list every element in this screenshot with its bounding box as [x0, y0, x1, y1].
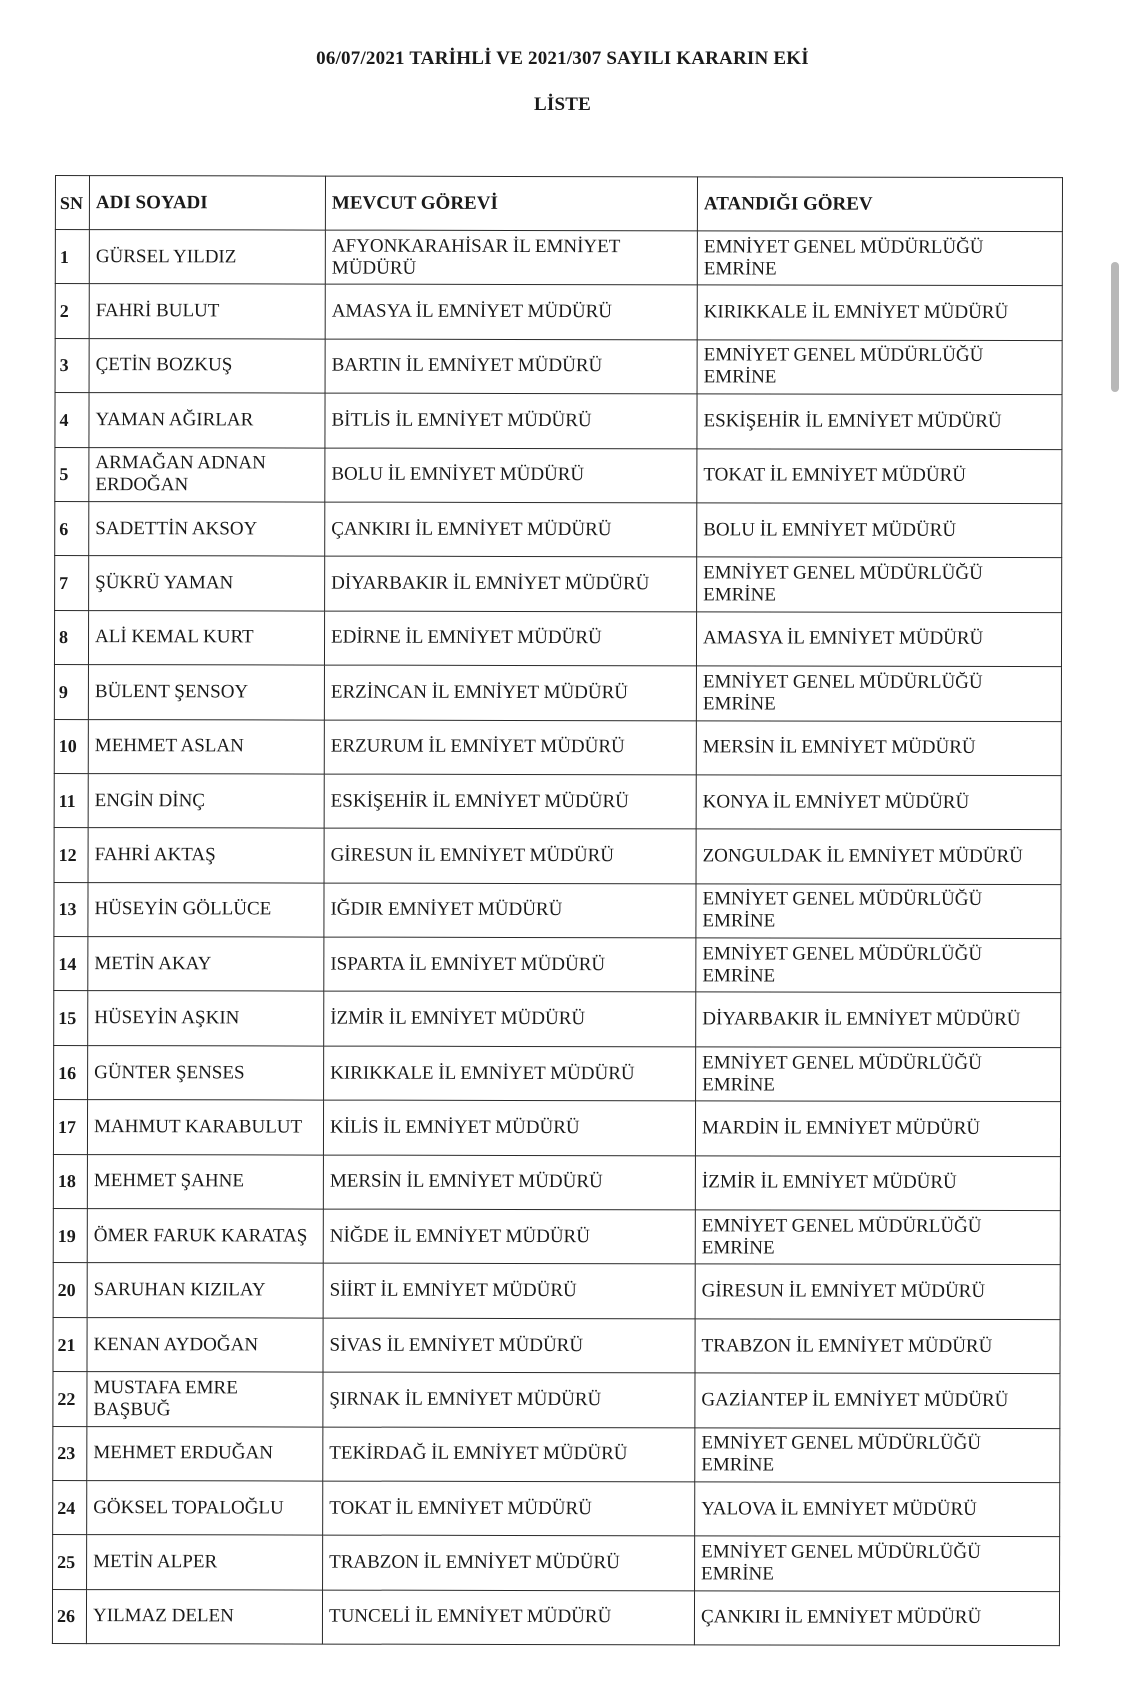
- row-current-duty: BOLU İL EMNİYET MÜDÜRÜ: [325, 448, 697, 503]
- row-assigned-duty: EMNİYET GENEL MÜDÜRLÜĞÜ EMRİNE: [696, 884, 1061, 939]
- row-assigned-duty: MERSİN İL EMNİYET MÜDÜRÜ: [696, 720, 1061, 775]
- header-current-duty: MEVCUT GÖREVİ: [325, 176, 697, 231]
- row-current-duty: ÇANKIRI İL EMNİYET MÜDÜRÜ: [325, 502, 697, 557]
- table-row: [53, 1426, 1060, 1482]
- row-name: YILMAZ DELEN: [86, 1589, 322, 1644]
- row-current-duty: IĞDIR EMNİYET MÜDÜRÜ: [324, 883, 696, 938]
- row-current-duty: AMASYA İL EMNİYET MÜDÜRÜ: [325, 284, 697, 339]
- row-name: GÖKSEL TOPALOĞLU: [87, 1481, 323, 1536]
- row-sn: 13: [54, 882, 88, 936]
- table-row: [52, 1589, 1059, 1645]
- row-current-duty: ERZİNCAN İL EMNİYET MÜDÜRÜ: [324, 665, 696, 720]
- row-current-duty: EDİRNE İL EMNİYET MÜDÜRÜ: [324, 611, 696, 666]
- table-row: [54, 937, 1061, 993]
- row-sn: 22: [53, 1372, 87, 1426]
- row-current-duty: MERSİN İL EMNİYET MÜDÜRÜ: [323, 1155, 695, 1210]
- row-assigned-duty: ÇANKIRI İL EMNİYET MÜDÜRÜ: [694, 1591, 1059, 1646]
- row-assigned-duty: YALOVA İL EMNİYET MÜDÜRÜ: [695, 1482, 1060, 1537]
- table-row: [53, 1317, 1060, 1373]
- document-title: 06/07/2021 TARİHLİ VE 2021/307 SAYILI KARARIN EKİ: [316, 48, 809, 69]
- row-name: METİN AKAY: [88, 937, 324, 992]
- table-row: [53, 1100, 1060, 1156]
- row-assigned-duty: ZONGULDAK İL EMNİYET MÜDÜRÜ: [696, 829, 1061, 884]
- row-current-duty: ERZURUM İL EMNİYET MÜDÜRÜ: [324, 720, 696, 775]
- row-name: GÜNTER ŞENSES: [88, 1045, 324, 1100]
- row-assigned-duty: EMNİYET GENEL MÜDÜRLÜĞÜ EMRİNE: [696, 1047, 1061, 1102]
- row-name: HÜSEYİN AŞKIN: [88, 991, 324, 1046]
- row-assigned-duty: TOKAT İL EMNİYET MÜDÜRÜ: [697, 448, 1062, 503]
- row-sn: 7: [55, 556, 89, 610]
- row-sn: 15: [54, 991, 88, 1045]
- row-sn: 18: [53, 1154, 87, 1208]
- row-sn: 12: [54, 828, 88, 882]
- row-current-duty: DİYARBAKIR İL EMNİYET MÜDÜRÜ: [325, 556, 697, 611]
- row-sn: 4: [55, 393, 89, 447]
- row-name: MUSTAFA EMRE BAŞBUĞ: [87, 1372, 323, 1427]
- row-sn: 21: [53, 1317, 87, 1371]
- row-assigned-duty: EMNİYET GENEL MÜDÜRLÜĞÜ EMRİNE: [695, 1210, 1060, 1265]
- row-name: FAHRİ BULUT: [89, 284, 325, 339]
- row-sn: 16: [54, 1045, 88, 1099]
- table-row: [55, 230, 1062, 286]
- row-current-duty: GİRESUN İL EMNİYET MÜDÜRÜ: [324, 828, 696, 883]
- row-current-duty: TEKİRDAĞ İL EMNİYET MÜDÜRÜ: [323, 1427, 695, 1482]
- row-name: MEHMET ŞAHNE: [87, 1154, 323, 1209]
- table-row: [55, 447, 1062, 503]
- table-row: [54, 991, 1061, 1047]
- table-row: [53, 1209, 1060, 1265]
- row-sn: 25: [53, 1535, 87, 1589]
- row-assigned-duty: EMNİYET GENEL MÜDÜRLÜĞÜ EMRİNE: [695, 1427, 1060, 1482]
- row-name: HÜSEYİN GÖLLÜCE: [88, 882, 324, 937]
- row-current-duty: ESKİŞEHİR İL EMNİYET MÜDÜRÜ: [324, 774, 696, 829]
- row-current-duty: SİİRT İL EMNİYET MÜDÜRÜ: [323, 1263, 695, 1318]
- appointment-table: [52, 175, 1063, 1646]
- row-name: YAMAN AĞIRLAR: [89, 393, 325, 448]
- row-name: KENAN AYDOĞAN: [87, 1317, 323, 1372]
- table-row: [53, 1480, 1060, 1536]
- row-assigned-duty: GAZİANTEP İL EMNİYET MÜDÜRÜ: [695, 1373, 1060, 1428]
- row-assigned-duty: İZMİR İL EMNİYET MÜDÜRÜ: [695, 1155, 1060, 1210]
- row-name: MAHMUT KARABULUT: [87, 1100, 323, 1155]
- table-row: [54, 665, 1061, 721]
- table-row: [55, 338, 1062, 394]
- row-name: SARUHAN KIZILAY: [87, 1263, 323, 1318]
- scrollbar[interactable]: [1111, 262, 1119, 392]
- row-sn: 10: [54, 719, 88, 773]
- table-header-row: [55, 176, 1062, 232]
- row-assigned-duty: TRABZON İL EMNİYET MÜDÜRÜ: [695, 1319, 1060, 1374]
- table-row: [54, 719, 1061, 775]
- row-sn: 19: [53, 1209, 87, 1263]
- row-current-duty: ŞIRNAK İL EMNİYET MÜDÜRÜ: [323, 1372, 695, 1427]
- row-sn: 26: [52, 1589, 86, 1643]
- row-current-duty: KIRIKKALE İL EMNİYET MÜDÜRÜ: [324, 1046, 696, 1101]
- table-row: [55, 284, 1062, 340]
- row-current-duty: KİLİS İL EMNİYET MÜDÜRÜ: [323, 1100, 695, 1155]
- row-current-duty: BİTLİS İL EMNİYET MÜDÜRÜ: [325, 393, 697, 448]
- row-name: SADETTİN AKSOY: [89, 502, 325, 557]
- row-assigned-duty: GİRESUN İL EMNİYET MÜDÜRÜ: [695, 1264, 1060, 1319]
- row-current-duty: TUNCELİ İL EMNİYET MÜDÜRÜ: [322, 1590, 694, 1645]
- row-sn: 23: [53, 1426, 87, 1480]
- row-sn: 20: [53, 1263, 87, 1317]
- row-current-duty: AFYONKARAHİSAR İL EMNİYET MÜDÜRÜ: [325, 230, 697, 285]
- row-assigned-duty: EMNİYET GENEL MÜDÜRLÜĞÜ EMRİNE: [697, 557, 1062, 612]
- row-assigned-duty: EMNİYET GENEL MÜDÜRLÜĞÜ EMRİNE: [697, 231, 1062, 286]
- table-row: [53, 1263, 1060, 1319]
- table-row: [54, 1045, 1061, 1101]
- row-sn: 1: [55, 230, 89, 284]
- row-current-duty: NİĞDE İL EMNİYET MÜDÜRÜ: [323, 1209, 695, 1264]
- row-assigned-duty: BOLU İL EMNİYET MÜDÜRÜ: [697, 503, 1062, 558]
- row-sn: 11: [54, 773, 88, 827]
- row-current-duty: BARTIN İL EMNİYET MÜDÜRÜ: [325, 339, 697, 394]
- table-row: [55, 556, 1062, 612]
- row-sn: 3: [55, 338, 89, 392]
- row-name: ÖMER FARUK KARATAŞ: [87, 1209, 323, 1264]
- row-name: ŞÜKRÜ YAMAN: [89, 556, 325, 611]
- row-assigned-duty: KIRIKKALE İL EMNİYET MÜDÜRÜ: [697, 285, 1062, 340]
- table-body: [52, 230, 1062, 1646]
- row-current-duty: ISPARTA İL EMNİYET MÜDÜRÜ: [324, 937, 696, 992]
- table-row: [53, 1372, 1060, 1428]
- table-row: [55, 501, 1062, 557]
- row-current-duty: TOKAT İL EMNİYET MÜDÜRÜ: [323, 1481, 695, 1536]
- row-assigned-duty: DİYARBAKIR İL EMNİYET MÜDÜRÜ: [696, 992, 1061, 1047]
- row-name: ENGİN DİNÇ: [88, 773, 324, 828]
- table-row: [54, 773, 1061, 829]
- header-assigned-duty: ATANDIĞI GÖREV: [697, 177, 1062, 232]
- row-assigned-duty: EMNİYET GENEL MÜDÜRLÜĞÜ EMRİNE: [695, 1536, 1060, 1591]
- row-assigned-duty: EMNİYET GENEL MÜDÜRLÜĞÜ EMRİNE: [697, 340, 1062, 395]
- row-name: ALİ KEMAL KURT: [88, 610, 324, 665]
- table-row: [53, 1154, 1060, 1210]
- row-current-duty: İZMİR İL EMNİYET MÜDÜRÜ: [324, 992, 696, 1047]
- row-assigned-duty: ESKİŞEHİR İL EMNİYET MÜDÜRÜ: [697, 394, 1062, 449]
- row-name: BÜLENT ŞENSOY: [88, 665, 324, 720]
- row-sn: 14: [54, 937, 88, 991]
- row-sn: 6: [55, 501, 89, 555]
- row-name: MEHMET ASLAN: [88, 719, 324, 774]
- row-assigned-duty: EMNİYET GENEL MÜDÜRLÜĞÜ EMRİNE: [696, 938, 1061, 993]
- row-assigned-duty: AMASYA İL EMNİYET MÜDÜRÜ: [696, 612, 1061, 667]
- document-subtitle: LİSTE: [534, 94, 591, 115]
- header-sn: SN: [55, 176, 89, 230]
- row-current-duty: SİVAS İL EMNİYET MÜDÜRÜ: [323, 1318, 695, 1373]
- row-name: GÜRSEL YILDIZ: [89, 230, 325, 285]
- row-name: ÇETİN BOZKUŞ: [89, 338, 325, 393]
- header-name: ADI SOYADI: [89, 176, 325, 230]
- row-sn: 5: [55, 447, 89, 501]
- row-current-duty: TRABZON İL EMNİYET MÜDÜRÜ: [323, 1535, 695, 1590]
- row-assigned-duty: MARDİN İL EMNİYET MÜDÜRÜ: [695, 1101, 1060, 1156]
- row-sn: 17: [53, 1100, 87, 1154]
- row-sn: 9: [54, 665, 88, 719]
- row-name: METİN ALPER: [87, 1535, 323, 1590]
- row-name: MEHMET ERDUĞAN: [87, 1426, 323, 1481]
- table-row: [54, 882, 1061, 938]
- row-name: FAHRİ AKTAŞ: [88, 828, 324, 883]
- table-row: [54, 828, 1061, 884]
- table-row: [55, 393, 1062, 449]
- row-sn: 24: [53, 1480, 87, 1534]
- table-row: [53, 1535, 1060, 1591]
- row-sn: 2: [55, 284, 89, 338]
- table-row: [54, 610, 1061, 666]
- row-assigned-duty: KONYA İL EMNİYET MÜDÜRÜ: [696, 775, 1061, 830]
- row-assigned-duty: EMNİYET GENEL MÜDÜRLÜĞÜ EMRİNE: [696, 666, 1061, 721]
- row-sn: 8: [54, 610, 88, 664]
- row-name: ARMAĞAN ADNAN ERDOĞAN: [89, 447, 325, 502]
